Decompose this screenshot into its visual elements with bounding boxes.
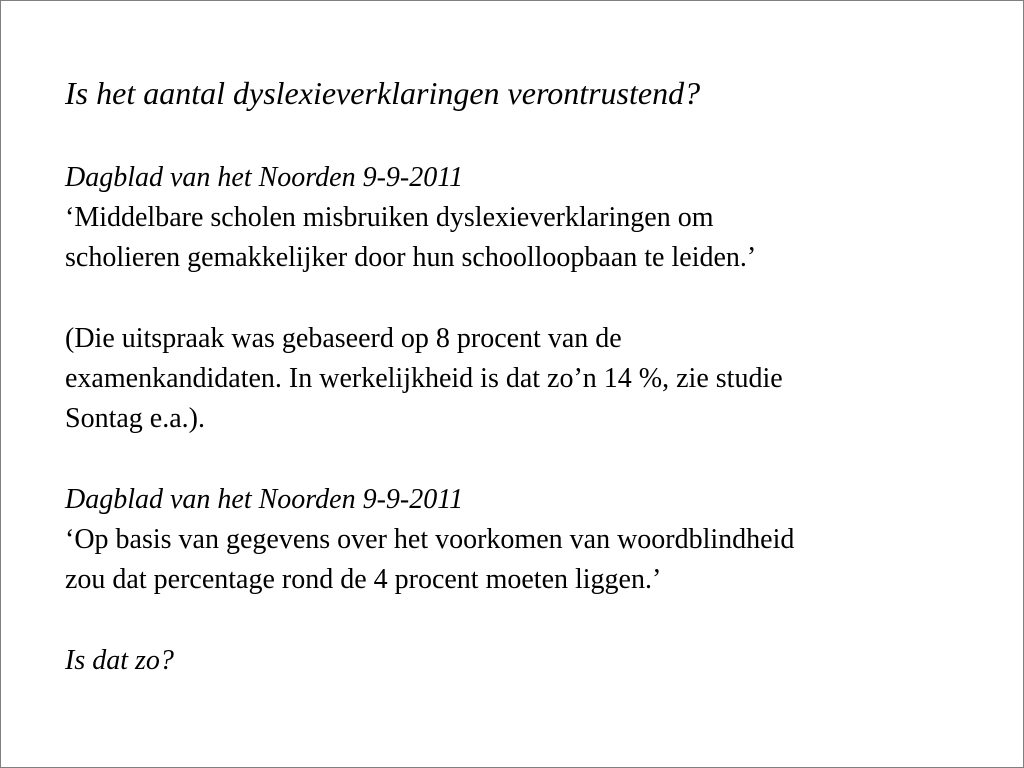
source-citation-1: Dagblad van het Noorden 9-9-2011 <box>65 162 464 193</box>
note-line-1: (Die uitspraak was gebaseerd op 8 procent van de <box>65 323 622 354</box>
quote-2-line-1: ‘Op basis van gegevens over het voorkomen van woordblindheid <box>65 524 795 555</box>
source-citation-2: Dagblad van het Noorden 9-9-2011 <box>65 484 464 515</box>
quote-1-line-2: scholieren gemakkelijker door hun schoolloopbaan te leiden.’ <box>65 242 757 273</box>
slide-title: Is het aantal dyslexieverklaringen verontrustend? <box>65 75 701 111</box>
note-line-3: Sontag e.a.). <box>65 403 205 434</box>
slide-content <box>65 73 995 681</box>
spacer <box>65 600 995 641</box>
spacer <box>65 278 995 319</box>
note-line-2: examenkandidaten. In werkelijkheid is dat zo’n 14 %, zie studie <box>65 363 783 394</box>
closing-question: Is dat zo? <box>65 645 174 676</box>
spacer <box>65 113 995 158</box>
spacer <box>65 439 995 480</box>
quote-1-line-1: ‘Middelbare scholen misbruiken dyslexieverklaringen om <box>65 202 714 233</box>
quote-2-line-2: zou dat percentage rond de 4 procent moeten liggen.’ <box>65 564 662 595</box>
